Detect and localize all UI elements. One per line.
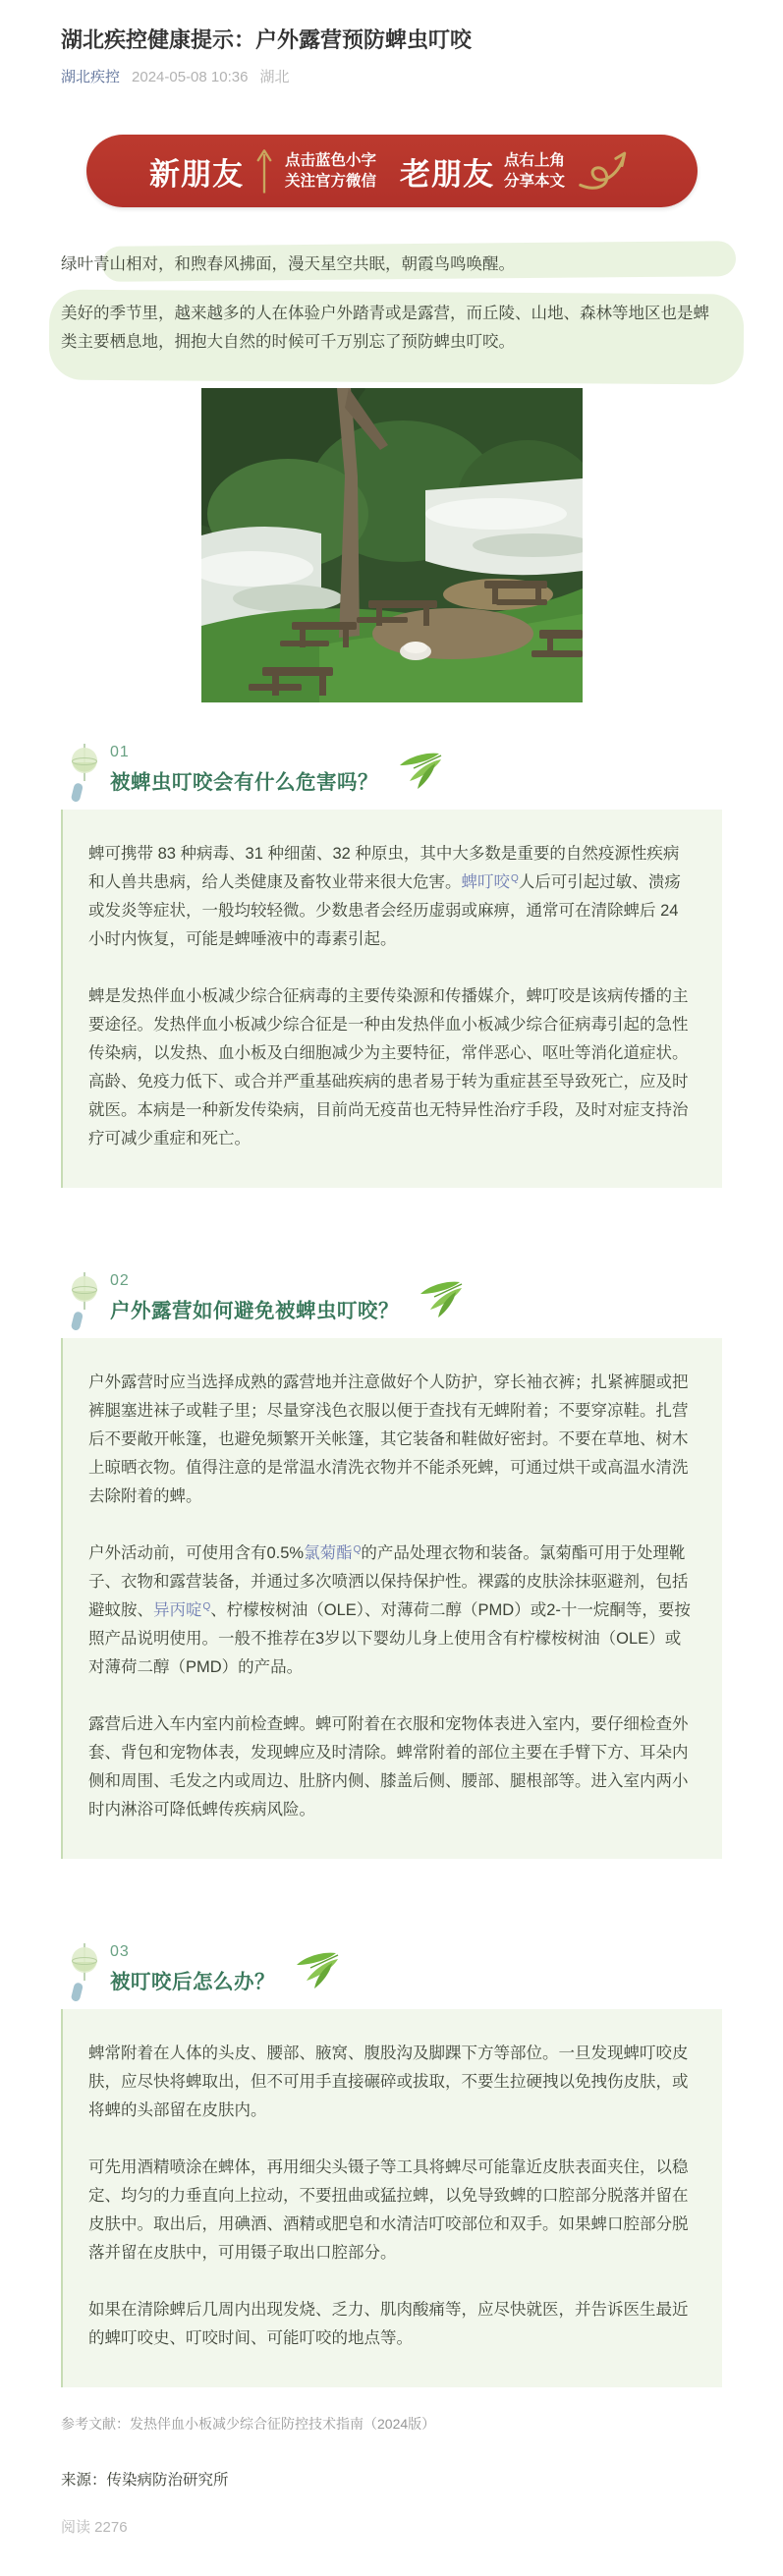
bamboo-leaf-icon <box>293 1949 340 1990</box>
intro-paragraph: 美好的季节里，越来越多的人在体验户外踏青或是露营，而丘陵、山地、森林等地区也是蜱类主要栖息地，拥抱大自然的时候可千万别忘了预防蜱虫叮咬。 <box>61 305 709 351</box>
read-count: 阅读 2276 <box>61 2519 128 2536</box>
bamboo-leaf-icon <box>396 750 443 791</box>
body-paragraph: 蜱常附着在人体的头皮、腰部、腋窝、腹股沟及脚踝下方等部位。一旦发现蜱叮咬皮肤，应尽快将蜱取出，但不可用手直接碾碎或拔取，不要生拉硬拽以免拽伤皮肤，或将蜱的头部留在皮肤内。 <box>88 2044 689 2119</box>
body-paragraph: 露营后进入车内室内前检查蜱。蜱可附着在衣服和宠物体表进入室内，要仔细检查外套、背包和宠物体表，发现蜱应及时清除。蜱常附着的部位主要在手臂下方、耳朵内侧和周围、毛发之内或周边、肚脐内侧、膝盖后侧、腰部、腿根部等。进入室内两小时内淋浴可降低蜱传疾病风险。 <box>88 1715 689 1819</box>
body-paragraph: 户外活动前，可使用含有0.5%氯菊酯$^Q$的产品处理衣物和装备。氯菊酯可用于处理靴子、衣物和露营装备，并通过多次喷洒以保持保护性。裸露的皮肤涂抹驱避剂，包括避蚊胺、异丙啶$^Q$、柠檬桉树油（OLE）、对薄荷二醇（PMD）或2-十一烷酮等，要按照产品说明使用。一般不推荐在3岁以下婴幼儿身上使用含有柠檬桉树油（OLE）或对薄荷二醇（PMD）的产品。 <box>88 1543 691 1676</box>
section-title: 被叮咬后怎么办？ <box>110 1971 275 1993</box>
wind-chime-icon <box>69 744 98 803</box>
riverside-picnic-photo[interactable] <box>201 388 583 702</box>
section-heading-text <box>110 744 378 795</box>
section-panel <box>61 2009 722 2387</box>
section-number: 03 <box>110 1943 130 1960</box>
term-link[interactable]: 氯菊酯$^Q$ <box>304 1543 362 1562</box>
source-note: 来源：传染病防治研究所 <box>61 2472 229 2489</box>
page-title: 湖北疾控健康提示：户外露营预防蜱虫叮咬 <box>61 28 473 52</box>
body-paragraph: 户外露营时应当选择成熟的露营地并注意做好个人防护，穿长袖衣裤；扎紧裤腿或把裤腿塞进袜子或鞋子里；尽量穿浅色衣服以便于查找有无蜱附着；不要穿凉鞋。扎营后不要敞开帐篷，也避免频繁开关帐篷，其它装备和鞋做好密封。不要在草地、树木上晾晒衣物。值得注意的是常温水清洗衣物并不能杀死蜱，可通过烘干或高温水清洗去除附着的蜱。 <box>88 1373 689 1505</box>
term-link[interactable]: 蜱叮咬$^Q$ <box>461 872 519 891</box>
term-link[interactable]: 异丙啶$^Q$ <box>153 1600 211 1619</box>
byline <box>61 66 722 86</box>
section <box>61 1272 722 1859</box>
new-friends-hint-line1: 点击蓝色小字 <box>284 152 376 169</box>
section-panel <box>61 1338 722 1859</box>
wind-chime-icon <box>69 1272 98 1331</box>
old-friends-hint-line2: 分享本文 <box>504 173 566 190</box>
wiki-lookup-icon: Q <box>202 1600 211 1612</box>
new-friends-label: 新朋友 <box>148 156 244 192</box>
wiki-lookup-icon: Q <box>353 1543 362 1555</box>
section-header <box>61 1272 722 1323</box>
intro-paragraphs <box>61 251 722 357</box>
intro <box>61 251 722 357</box>
wind-chime-icon <box>69 1943 98 2002</box>
old-friends-hint <box>504 150 565 192</box>
body-paragraph: 蜱是发热伴血小板减少综合征病毒的主要传染源和传播媒介，蜱叮咬是该病传播的主要途径。发热伴血小板减少综合征是一种由发热伴血小板减少综合征病毒引起的急性传染病，以发热、血小板及白细胞减少为主要特征，常伴恶心、呕吐等消化道症状。高龄、免疫力低下、或合并严重基础疾病的患者易于转为重症甚至导致死亡，应及时就医。本病是一种新发传染病，目前尚无疫苗也无特异性治疗手段，及时对症支持治疗可减少重症和死亡。 <box>88 987 689 1148</box>
old-friends-label: 老朋友 <box>400 156 494 192</box>
wiki-lookup-icon: Q <box>511 872 519 884</box>
section-header <box>61 744 722 795</box>
new-friends-hint <box>285 150 376 192</box>
section-number: 01 <box>110 744 130 760</box>
publish-datetime: 2024-05-08 10:36 <box>132 69 249 85</box>
old-friends-hint-line1: 点右上角 <box>504 152 566 169</box>
follow-banner <box>86 135 698 207</box>
bamboo-leaf-icon <box>417 1278 464 1319</box>
new-friends-hint-line2: 关注官方微信 <box>284 173 376 190</box>
section <box>61 744 722 1188</box>
section-header <box>61 1943 722 1994</box>
publish-location: 湖北 <box>259 69 290 85</box>
account-link[interactable]: 湖北疾控 <box>61 69 121 85</box>
sections <box>61 744 722 2387</box>
body-paragraph: 如果在清除蜱后几周内出现发烧、乏力、肌肉酸痛等，应尽快就医，并告诉医生最近的蜱叮咬史、叮咬时间、可能叮咬的地点等。 <box>88 2301 689 2347</box>
body-paragraph: 可先用酒精喷涂在蜱体，再用细尖头镊子等工具将蜱尽可能靠近皮肤表面夹住，以稳定、均匀的力垂直向上拉动，不要扭曲或猛拉蜱，以免导致蜱的口腔部分脱落并留在皮肤中。取出后，用碘酒、酒精或肥皂和水清洁叮咬部位和双手。如果蜱口腔部分脱落并留在皮肤中，可用镊子取出口腔部分。 <box>88 2158 689 2262</box>
section <box>61 1943 722 2387</box>
section-heading-text <box>110 1272 399 1323</box>
intro-paragraph: 绿叶青山相对，和煦春风拂面，漫天星空共眠，朝霞鸟鸣唤醒。 <box>61 255 515 273</box>
section-panel <box>61 810 722 1188</box>
section-number: 02 <box>110 1272 130 1289</box>
up-arrow-icon <box>255 145 273 196</box>
reference-note: 参考文献：发热伴血小板减少综合征防控技术指南（2024版） <box>61 2416 436 2432</box>
section-title: 被蜱虫叮咬会有什么危害吗？ <box>110 771 378 794</box>
section-heading-text <box>110 1943 275 1994</box>
body-paragraph: 蜱可携带 83 种病毒、31 种细菌、32 种原虫，其中大多数是重要的自然疫源性疾病和人兽共患病，给人类健康及畜牧业带来很大危害。蜱叮咬$^Q$人后可引起过敏、溃疡或发炎等症状，一般均较轻微。少数患者会经历虚弱或麻痹，通常可在清除蜱后 24 小时内恢复，可能是蜱唾液中的毒素引起。 <box>88 845 681 948</box>
section-title: 户外露营如何避免被蜱虫叮咬？ <box>110 1300 399 1322</box>
curly-arrow-icon <box>577 144 634 197</box>
